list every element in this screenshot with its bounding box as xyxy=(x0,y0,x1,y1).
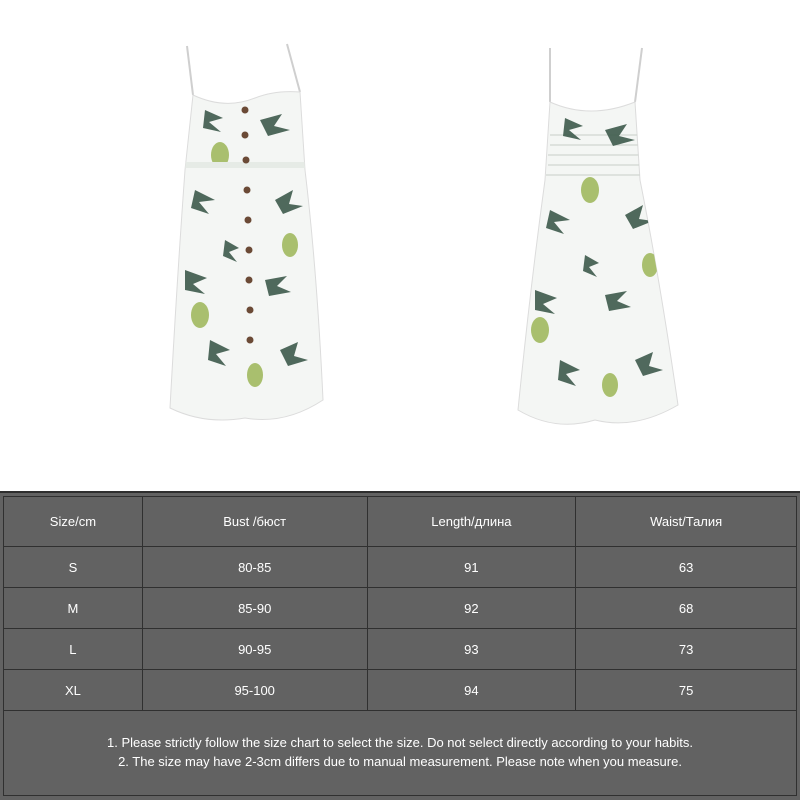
table-row xyxy=(4,670,797,711)
size-notes xyxy=(3,708,797,796)
header-length: Length/длина xyxy=(367,497,576,547)
cell-waist: 75 xyxy=(576,670,797,711)
cell-size: S xyxy=(4,547,143,588)
cell-waist: 63 xyxy=(576,547,797,588)
cell-size: XL xyxy=(4,670,143,711)
dress-front-image xyxy=(165,40,335,430)
cell-length: 92 xyxy=(367,588,576,629)
cell-length: 93 xyxy=(367,629,576,670)
size-chart xyxy=(0,491,800,800)
cell-bust: 85-90 xyxy=(142,588,367,629)
size-note-2: 2. The size may have 2-3cm differs due to manual measurement. Please note when you measure. xyxy=(118,753,682,769)
table-row xyxy=(4,629,797,670)
cell-bust: 95-100 xyxy=(142,670,367,711)
cell-bust: 90-95 xyxy=(142,629,367,670)
cell-size: L xyxy=(4,629,143,670)
cell-length: 94 xyxy=(367,670,576,711)
table-row xyxy=(4,547,797,588)
header-waist: Waist/Талия xyxy=(576,497,797,547)
dress-back-image xyxy=(510,40,685,435)
cell-waist: 73 xyxy=(576,629,797,670)
table-header-row xyxy=(4,497,797,547)
header-size: Size/cm xyxy=(4,497,143,547)
header-bust: Bust /бюст xyxy=(142,497,367,547)
table-row xyxy=(4,588,797,629)
cell-waist: 68 xyxy=(576,588,797,629)
cell-bust: 80-85 xyxy=(142,547,367,588)
cell-length: 91 xyxy=(367,547,576,588)
size-note-1: 1. Please strictly follow the size chart to select the size. Do not select directly according to your habits. xyxy=(107,734,693,750)
cell-size: M xyxy=(4,588,143,629)
size-chart-table xyxy=(3,496,797,711)
